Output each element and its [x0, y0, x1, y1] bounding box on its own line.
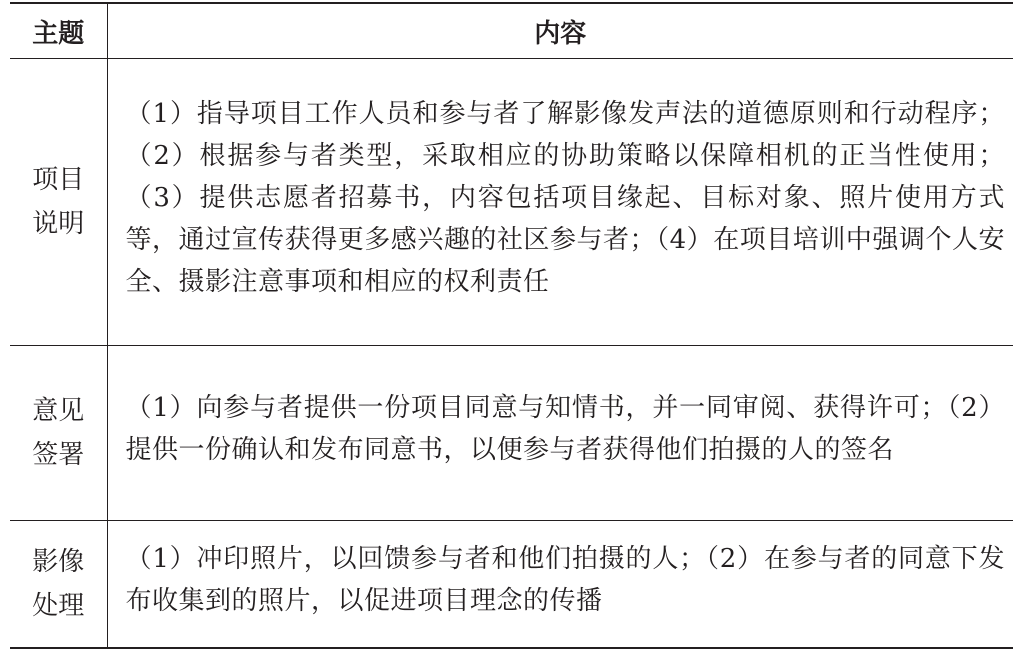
- row-topic-line: 处理: [32, 591, 85, 621]
- row-topic: [10, 521, 107, 649]
- table-header: [10, 3, 1013, 59]
- row-topic-line: 说明: [32, 209, 85, 239]
- row-content: （1）指导项目工作人员和参与者了解影像发声法的道德原则和行动程序；（2）根据参与者类型，采取相应的协助策略以保障相机的正当性使用；（3）提供志愿者招募书，内容包括项目缘起、目标对象、照片使用方式等，通过宣传获得更多感兴趣的社区参与者；（4）在项目培训中强调个人安全、摄影注意事项和相应的权利责任: [125, 99, 1005, 297]
- table-row: [10, 521, 1013, 649]
- row-topic: [10, 59, 107, 346]
- table-body: [10, 59, 1013, 649]
- header-content: 内容: [534, 18, 587, 49]
- row-topic: [10, 346, 107, 521]
- row-topic-line: 签署: [32, 440, 85, 470]
- header-row: [10, 3, 1013, 59]
- table-row: [10, 346, 1013, 521]
- procedure-table-container: [10, 2, 1013, 649]
- row-content: （1）冲印照片，以回馈参与者和他们拍摄的人；（2）在参与者的同意下发布收集到的照片，以促进项目理念的传播: [125, 544, 1005, 616]
- row-topic-line: 影像: [32, 547, 85, 577]
- row-topic-line: 意见: [32, 396, 85, 426]
- procedure-table: [10, 2, 1013, 649]
- header-topic: 主题: [10, 3, 107, 59]
- row-topic-line: 项目: [32, 165, 85, 195]
- row-content: （1）向参与者提供一份项目同意与知情书，并一同审阅、获得许可；（2）提供一份确认和发布同意书，以便参与者获得他们拍摄的人的签名: [125, 393, 1005, 465]
- table-row: [10, 59, 1013, 346]
